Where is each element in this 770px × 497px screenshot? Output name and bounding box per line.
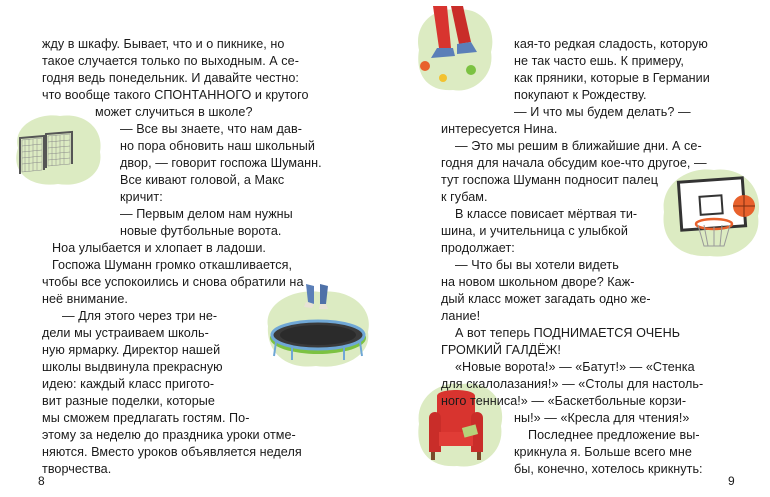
text-line: — Первым делом нам нужны — [120, 207, 293, 221]
text-line: В классе повисает мёртвая ти- — [455, 207, 638, 221]
text-line: двор, — говорит госпожа Шуманн. — [120, 156, 322, 170]
text-line: к губам. — [441, 190, 488, 204]
text-line: кричит: — [120, 190, 163, 204]
text-line: — Для этого через три не- — [62, 309, 218, 323]
text-line: — Что бы вы хотели видеть — [455, 258, 619, 272]
text-line: идею: каждый класс пригото- — [42, 377, 215, 391]
text-line: Госпожа Шуманн громко откашливается, — [52, 258, 293, 272]
climbing-legs-icon — [413, 4, 495, 94]
text-line: «Новые ворота!» — «Батут!» — «Стенка — [455, 360, 695, 374]
text-line: вит разные поделки, которые — [42, 394, 215, 408]
text-line: лание! — [441, 309, 481, 323]
text-line: мы сможем предлагать гостям. По- — [42, 411, 250, 425]
text-line: чтобы все успокоились и снова обратили на — [42, 275, 304, 289]
text-line: крикнула я. Больше всего мне — [514, 445, 692, 459]
text-line: дели мы устраиваем школь- — [42, 326, 209, 340]
text-line: для скалолазания!» — «Столы для настоль- — [441, 377, 704, 391]
text-line: что вообще такого СПОНТАННОГО и крутого — [42, 88, 309, 102]
text-line: может случиться в школе? — [95, 105, 253, 119]
soccer-goals-icon — [8, 108, 106, 190]
text-line: на новом школьном дворе? Каж- — [441, 275, 635, 289]
text-line: Все кивают головой, а Макс — [120, 173, 285, 187]
text-line: продолжает: — [441, 241, 515, 255]
text-line: ного тенниса!» — «Баскетбольные корзи- — [441, 394, 687, 408]
text-line: ГРОМКИЙ ГАЛДЁЖ! — [441, 343, 561, 357]
right-page — [385, 0, 770, 497]
text-line: как пряники, которые в Германии — [514, 71, 710, 85]
text-line: няются. Вместо уроков объявляется неделя — [42, 445, 302, 459]
text-line: школы выдвинула прекрасную — [42, 360, 223, 374]
text-line: Ноа улыбается и хлопает в ладоши. — [52, 241, 266, 255]
text-line: такое случается только по выходным. А се- — [42, 54, 299, 68]
text-line: интересуется Нина. — [441, 122, 558, 136]
text-line: покупают к Рождеству. — [514, 88, 647, 102]
text-line: ны!» — «Кресла для чтения!» — [514, 411, 690, 425]
text-line: этому за неделю до праздника уроки отме- — [42, 428, 296, 442]
text-line: — И что мы будем делать? — — [514, 105, 691, 119]
text-line: годня для начала обсудим кое-что другое, — — [441, 156, 707, 170]
text-line: тут госпожа Шуманн подносит палец — [441, 173, 658, 187]
text-line: дый класс может загадать одно же- — [441, 292, 651, 306]
text-line: неё внимание. — [42, 292, 128, 306]
text-line: не так часто ешь. К примеру, — [514, 54, 684, 68]
text-line: кая-то редкая сладость, которую — [514, 37, 708, 51]
text-line: Последнее предложение вы- — [528, 428, 700, 442]
text-line: но пора обновить наш школьный — [120, 139, 315, 153]
text-line: новые футбольные ворота. — [120, 224, 282, 238]
text-line: шина, и учительница с улыбкой — [441, 224, 628, 238]
basketball-hoop-icon — [658, 162, 764, 262]
text-line: — Все вы знаете, что нам дав- — [120, 122, 302, 136]
page-number: 9 — [728, 474, 735, 488]
text-line: годня ведь понедельник. И давайте честно: — [42, 71, 299, 85]
text-line: бы, конечно, хотелось крикнуть: — [514, 462, 703, 476]
text-line: творчества. — [42, 462, 112, 476]
page-number: 8 — [38, 474, 45, 488]
text-line: ную ярмарку. Директор нашей — [42, 343, 221, 357]
text-line: — Это мы решим в ближайшие дни. А се- — [455, 139, 702, 153]
trampoline-icon — [262, 282, 374, 372]
text-line: жду в шкафу. Бывает, что и о пикнике, но — [42, 37, 285, 51]
text-line: А вот теперь ПОДНИМАЕТСЯ ОЧЕНЬ — [455, 326, 681, 340]
